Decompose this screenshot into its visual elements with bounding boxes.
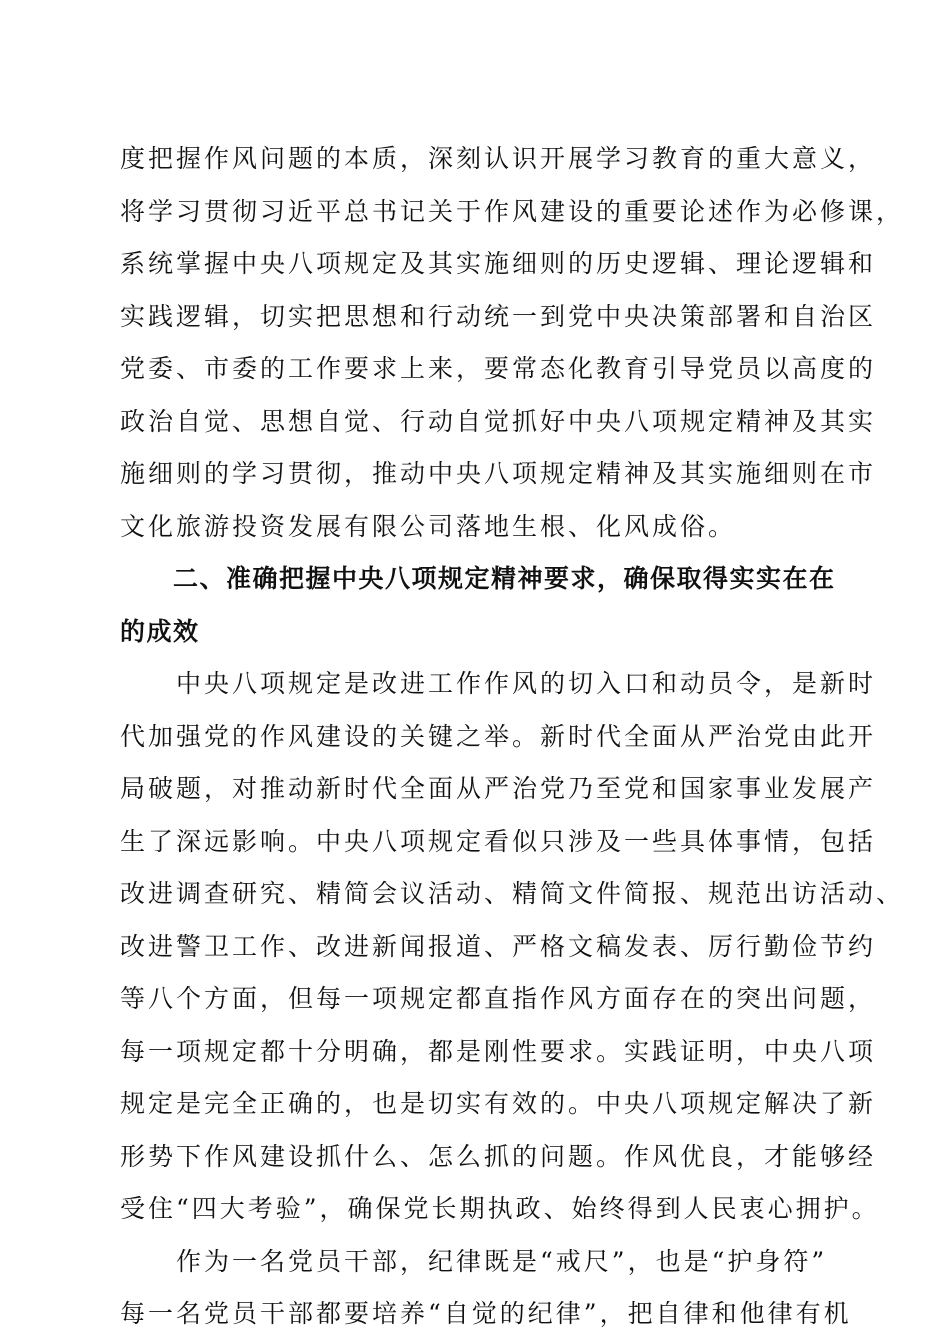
paragraph-line: 改进调查研究、精简会议活动、精简文件简报、规范出访活动、 (120, 879, 905, 908)
document-body (120, 133, 905, 1341)
paragraph-line: 规定是完全正确的，也是切实有效的。中央八项规定解决了新 (120, 1089, 877, 1118)
paragraph-line: 局破题，对推动新时代全面从严治党乃至党和国家事业发展产 (120, 774, 877, 803)
paragraph-line: 每一名党员干部都要培养“自觉的纪律”，把自律和他律有机 (120, 1299, 852, 1328)
section-heading-line: 的成效 (120, 616, 200, 646)
paragraph-line: 文化旅游投资发展有限公司落地生根、化风成俗。 (120, 511, 737, 541)
paragraph-line: 生了深远影响。中央八项规定看似只涉及一些具体事情，包括 (120, 826, 877, 856)
paragraph-line: 度把握作风问题的本质，深刻认识开展学习教育的重大意义， (120, 144, 877, 173)
paragraph-line: 改进警卫工作、改进新闻报道、严格文稿发表、厉行勤俭节约 (120, 931, 877, 961)
paragraph-line: 等八个方面，但每一项规定都直指作风方面存在的突出问题， (120, 984, 877, 1013)
paragraph-line: 代加强党的作风建设的关键之举。新时代全面从严治党由此开 (120, 721, 877, 751)
paragraph-line: 系统掌握中央八项规定及其实施细则的历史逻辑、理论逻辑和 (120, 249, 877, 278)
paragraph-line: 党委、市委的工作要求上来，要常态化教育引导党员以高度的 (120, 354, 877, 383)
paragraph-line: 施细则的学习贯彻，推动中央八项规定精神及其实施细则在市 (120, 459, 877, 488)
paragraph-line: 形势下作风建设抓什么、怎么抓的问题。作风优良，才能够经 (120, 1141, 877, 1171)
paragraph-line: 作为一名党员干部，纪律既是“戒尺”，也是“护身符” (120, 1246, 828, 1276)
paragraph-line: 实践逻辑，切实把思想和行动统一到党中央决策部署和自治区 (120, 301, 877, 331)
section-heading-line: 二、准确把握中央八项规定精神要求，确保取得实实在在 (120, 564, 836, 593)
paragraph-line: 政治自觉、思想自觉、行动自觉抓好中央八项规定精神及其实 (120, 406, 877, 436)
paragraph-line: 受住“四大考验”，确保党长期执政、始终得到人民衷心拥护。 (120, 1194, 880, 1223)
paragraph-line: 将学习贯彻习近平总书记关于作风建设的重要论述作为必修课， (120, 196, 905, 226)
paragraph-line: 中央八项规定是改进工作作风的切入口和动员令，是新时 (120, 669, 877, 698)
paragraph-line: 每一项规定都十分明确，都是刚性要求。实践证明，中央八项 (120, 1036, 877, 1066)
